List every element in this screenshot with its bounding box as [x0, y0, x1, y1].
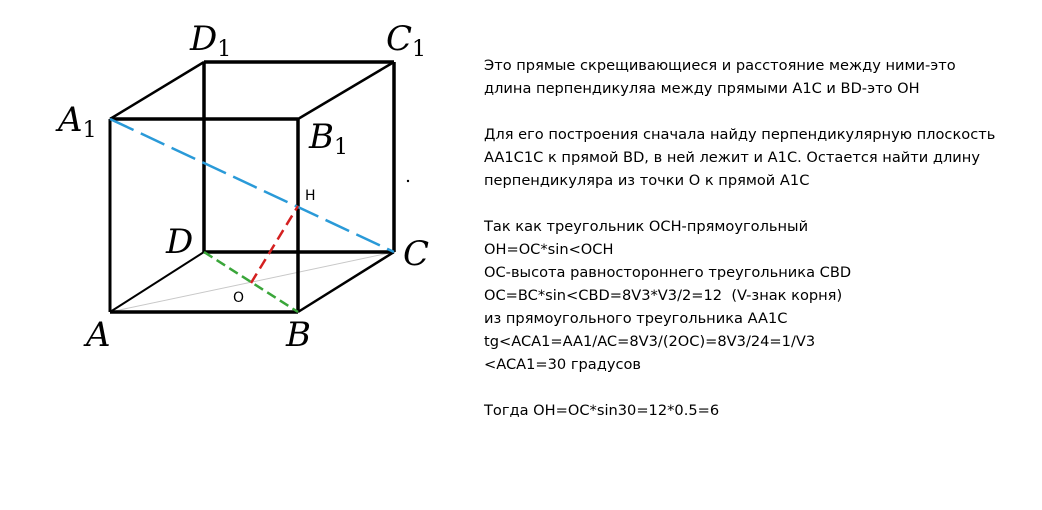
solution-line: Тогда OH=OC*sin30=12*0.5=6: [484, 402, 720, 419]
segment-OH: [251, 206, 298, 283]
label-C1: C1: [386, 19, 427, 62]
solution-line: Для его построения сначала найду перпендикулярную плоскость: [484, 126, 996, 143]
edge-B1C1: [298, 62, 394, 119]
solution-line: длина перпендикуляа между прямыми A1C и BD-это OH: [484, 80, 920, 97]
solution-line: tg<ACA1=AA1/AC=8V3/(2OC)=8V3/24=1/V3: [484, 333, 816, 350]
solution-text: [484, 54, 1024, 422]
label-A: A: [86, 315, 111, 355]
label-B1: B1: [309, 117, 348, 160]
solution-line: Это прямые скрещивающиеся и расстояние между ними-это: [484, 57, 956, 74]
solution-line: OC-высота равностороннего треугольника CBD: [484, 264, 852, 281]
edge-A1D1: [110, 62, 204, 119]
solution-line: [484, 192, 1024, 215]
solution-line: из прямоугольного треугольника AA1C: [484, 310, 788, 327]
label-B: B: [286, 315, 311, 355]
cube-diagram: [0, 0, 460, 510]
stray-dot: [407, 180, 409, 182]
solution-line: OH=OC*sin<OCH: [484, 241, 614, 258]
solution-line: OC=BC*sin<CBD=8V3*V3/2=12 (V-знак корня): [484, 287, 843, 304]
solution-line: перпендикуляра из точки O к прямой A1C: [484, 172, 810, 189]
solution-line: [484, 100, 1024, 123]
solution-line: <ACA1=30 градусов: [484, 356, 642, 373]
edge-BC: [298, 252, 394, 312]
solution-line: Так как треугольник OCH-прямоугольный: [484, 218, 809, 235]
label-H: H: [305, 188, 316, 204]
label-D1: D1: [190, 19, 232, 62]
label-C: C: [403, 234, 430, 274]
solution-line: [484, 376, 1024, 399]
label-O: O: [233, 290, 245, 306]
diagonal-A1C: [110, 119, 394, 252]
label-D: D: [166, 222, 194, 262]
label-A1: A1: [58, 100, 97, 143]
solution-line: AA1C1C к прямой BD, в ней лежит и A1C. Остается найти длину: [484, 149, 980, 166]
